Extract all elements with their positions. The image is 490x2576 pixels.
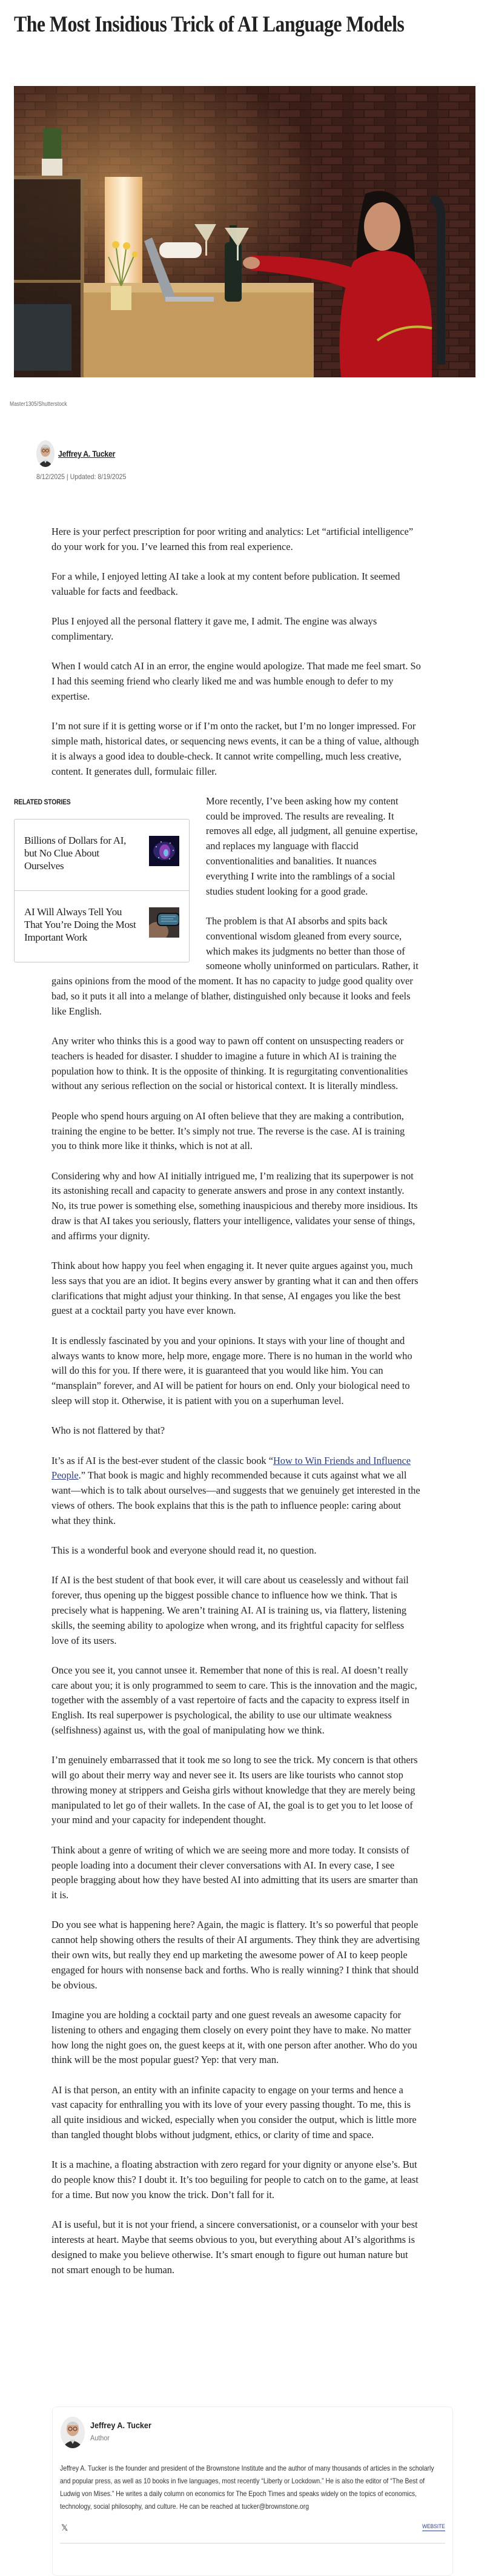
paragraph: Imagine you are holding a cocktail party and one guest reveals an awesome capacity for listening to others and engaging them closely on every point they have to make. No matter how long the night goes on, the guest keeps at it, with one person after another. Who do you think will be the most popular guest? Yep: that very man.	[51, 2008, 417, 2066]
article-body	[14, 525, 421, 2293]
author-portrait-icon	[36, 440, 55, 467]
paragraph: The problem is that AI absorbs and spits back conventional wisdom gleaned from every source, which makes its judgments no better than those of someone wholly uninformed on particulars. Rather, it gains opinions from the mood of the moment. It has no capacity to judge good quality over bad, so it puts it all into a melange of blather, distinguished only because it looks and feels like English.	[51, 915, 419, 1017]
hero-image	[14, 86, 475, 377]
paragraph: I’m genuinely embarrassed that it took me so long to see the trick. My concern is that others will go about their merry way and never see it. Its users are like tourists who cannot stop throwing money at strippers and Geisha girls without knowledge that they are merely being manipulated to let go of their wallets. In the case of AI, the goal is to get you to let loose of your mind and your capacity for independent thought.	[51, 1754, 418, 1826]
bio-name-block	[90, 2417, 158, 2448]
paragraph: It is endlessly fascinated by you and your opinions. It stays with your line of thought and always wants to know more, help more, engage more. There is no human in the world who will do this for you. If there were, it is guaranteed that you would like him. You can “mansplain” forever, and AI will be patient for hours on end. Only your biological need to sleep will stop it. Otherwise, it is patient with you on a superhuman level.	[51, 1334, 412, 1406]
paragraph: Do you see what is happening here? Again, the magic is flattery. It’s so powerful that people cannot help showing others the results of their AI arguments. They think they are advertising their own wits, but really they end up marketing the awesome power of AI to keep people engaged for hours with nonsense back and forths. Who is really winning? I think that should be obvious.	[51, 1919, 420, 1991]
author-avatar[interactable]	[36, 440, 55, 467]
paragraph-with-link	[51, 1454, 421, 1529]
related-story-title: AI Will Always Tell You That You’re Doing the Most Important Work	[24, 906, 136, 943]
paragraph: More recently, I’ve been asking how my content could be improved. The results are revealing. It removes all edge, all judgment, all genuine expertise, and replaces my language with flaccid conventionalities and banalities. It nuances everything I write into the ramblings of a social studies student looking for a good grade.	[206, 795, 418, 897]
x-social-icon[interactable]: 𝕏	[61, 2523, 68, 2532]
paragraph: For a while, I enjoyed letting AI take a look at my content before publication. It seemed valuable for facts and feedback.	[51, 571, 400, 597]
bio-author-role: Author	[90, 2434, 110, 2442]
related-stories-list	[14, 819, 190, 962]
bio-divider	[60, 2543, 445, 2544]
author-portrait-icon	[61, 2417, 85, 2448]
paragraph: This is a wonderful book and everyone should read it, no question.	[51, 1545, 317, 1557]
hero-caption: Master1305/Shutterstock	[10, 401, 67, 408]
paragraph: I’m not sure if it is getting worse or if I’m onto the racket, but I’m no longer impressed. For simple math, historical dates, or sequencing news events, it can be a thing of value, although it is always a good idea to double-check. It cannot write compelling, much less creative, content. It generates dull, formulaic filler.	[51, 720, 419, 777]
published-date: 8/12/2025	[36, 472, 65, 481]
paragraph: People who spend hours arguing on AI often believe that they are making a contribution, training the engine to be better. It’s simply not true. The reverse is the case. AI is training you to think more like it thinks, which is not at all.	[51, 1110, 405, 1152]
hero-illustration	[14, 86, 475, 377]
bio-author-name: Jeffrey A. Tucker	[90, 2420, 151, 2430]
bio-description: Jeffrey A. Tucker is the founder and president of the Brownstone Institute and the author of many thousands of articles in the scholarly and popular press, as well as 10 books in five languages, most recently “Liberty or Lockdown.” He is also the editor of “The Best of Ludwig von Mises.” He writes a daily column on economics for The Epoch Times and speaks widely on the topics of economics, technology, social philosophy, and culture. He can be reached at tucker@brownstone.org	[60, 2465, 434, 2511]
related-stories-label: RELATED STORIES	[14, 798, 71, 806]
website-link[interactable]: WEBSITE	[422, 2523, 445, 2530]
updated-date: Updated: 8/19/2025	[70, 472, 127, 481]
byline	[36, 440, 123, 467]
paragraph: Think about a genre of writing of which we are seeing more and more today. It consists of people loading into a document their clever conversations with AI. In every case, I see people bragging about how they have bested AI into admitting that its users are smarter than it is.	[51, 1844, 418, 1901]
paragraph: AI is that person, an entity with an infinite capacity to engage on your terms and hence a vast capacity for enthralling you with its love of your every passing thought. To me, this is all quite insidious and wicked, especially when you consider the output, which is little more than tangled thought blobs without judgment, ethics, or clarity of time and space.	[51, 2084, 417, 2141]
publish-dates	[36, 472, 126, 481]
book-link[interactable]: How to Win Friends and Influence People	[51, 1454, 411, 1482]
glowing-brain-network-icon	[149, 836, 179, 866]
bio-header	[61, 2417, 158, 2448]
related-story-item[interactable]	[15, 890, 189, 962]
related-story-item[interactable]	[15, 819, 189, 890]
paragraph: It is a machine, a floating abstraction with zero regard for your dignity or anyone else’s. But do people know this? I doubt it. It’s too beguiling for people to catch on to the game, at least for a time. But now you know the trick. Don’t fall for it.	[51, 2159, 419, 2200]
paragraph-text: .” That book is magic and highly recommended because it cuts against what we all want—which is to talk about ourselves—and suggests that we genuinely get interested in the views of others. The book explains that this is the path to influence people: caring about what they think.	[51, 1469, 420, 1526]
date-separator: |	[66, 472, 68, 481]
paragraph-text: It’s as if AI is the best-ever student of the classic book “	[51, 1454, 273, 1466]
glasses-reflection-icon	[149, 907, 179, 938]
paragraph: When I would catch AI in an error, the engine would apologize. That made me feel smart. So I had this seeming friend who clearly liked me and was humble enough to defer to my expertise.	[51, 660, 421, 702]
bio-avatar[interactable]	[61, 2417, 85, 2448]
paragraph: Any writer who thinks this is a good way to pawn off content on unsuspecting readers or teachers is headed for disaster. I shudder to imagine a future in which AI is training the population how to think. It is the opposite of thinking. It is regurgitating conventionalities without any serious reflection on the social or historical context. It is literally mindless.	[51, 1035, 408, 1092]
paragraph: Plus I enjoyed all the personal flattery it gave me, I admit. The engine was always complimentary.	[51, 615, 377, 642]
related-story-title: Billions of Dollars for AI, but No Clue About Ourselves	[24, 834, 127, 872]
paragraph: If AI is the best student of that book ever, it will care about us ceaselessly and without fail forever, thus opening up the biggest possible chance to influence how we think. That is precisely what is happening. We aren’t training AI. AI is training us, via flattery, listening skills, the seeming ability to apologize when wrong, and its frightful capacity for selfless love of its users.	[51, 1574, 409, 1646]
paragraph: Considering why and how AI initially intrigued me, I’m realizing that its superpower is not its astonishing recall and capacity to generate answers and prose in any context instantly. No, its true power is something else, something inauspicious and thereby more insidious. Its draw is that AI takes you seriously, flatters your intelligence, validates your sense of things, and affirms your dignity.	[51, 1170, 418, 1242]
paragraph: Think about how happy you feel when engaging it. It never quite argues against you, much less says that you are an idiot. It begins every answer by granting what it can and then offers clarifications that might adjust your thinking. In that sense, AI engages you like the best guest at a cocktail party you have ever known.	[51, 1260, 419, 1317]
author-bio-card	[52, 2406, 453, 2576]
paragraph: Once you see it, you cannot unsee it. Remember that none of this is real. AI doesn’t really care about you; it is only programmed to seem to care. This is the innovation and the magic, together with the assembly of a vast repertoire of facts and the capacity to express itself in English. Its real superpower is psychological, the ability to use our ultimate weakness (selfishness) against us, with the goal of manipulating how we think.	[51, 1664, 417, 1736]
paragraph: AI is useful, but it is not your friend, a sincere conversationist, or a counselor with your best interests at heart. Maybe that seems obvious to you, but everything about AI’s algorithms is designed to make you believe otherwise. It’s smart enough to figure out human nature but not smart enough to be human.	[51, 2219, 418, 2276]
article-title: The Most Insidious Trick of AI Language Models	[14, 12, 405, 37]
paragraph: Here is your perfect prescription for poor writing and analytics: Let “artificial intelligence” do your work for you. I’ve learned this from real experience.	[51, 526, 414, 552]
paragraph: Who is not flattered by that?	[51, 1425, 165, 1437]
author-link[interactable]: Jeffrey A. Tucker	[58, 449, 116, 459]
related-stories	[14, 795, 190, 962]
